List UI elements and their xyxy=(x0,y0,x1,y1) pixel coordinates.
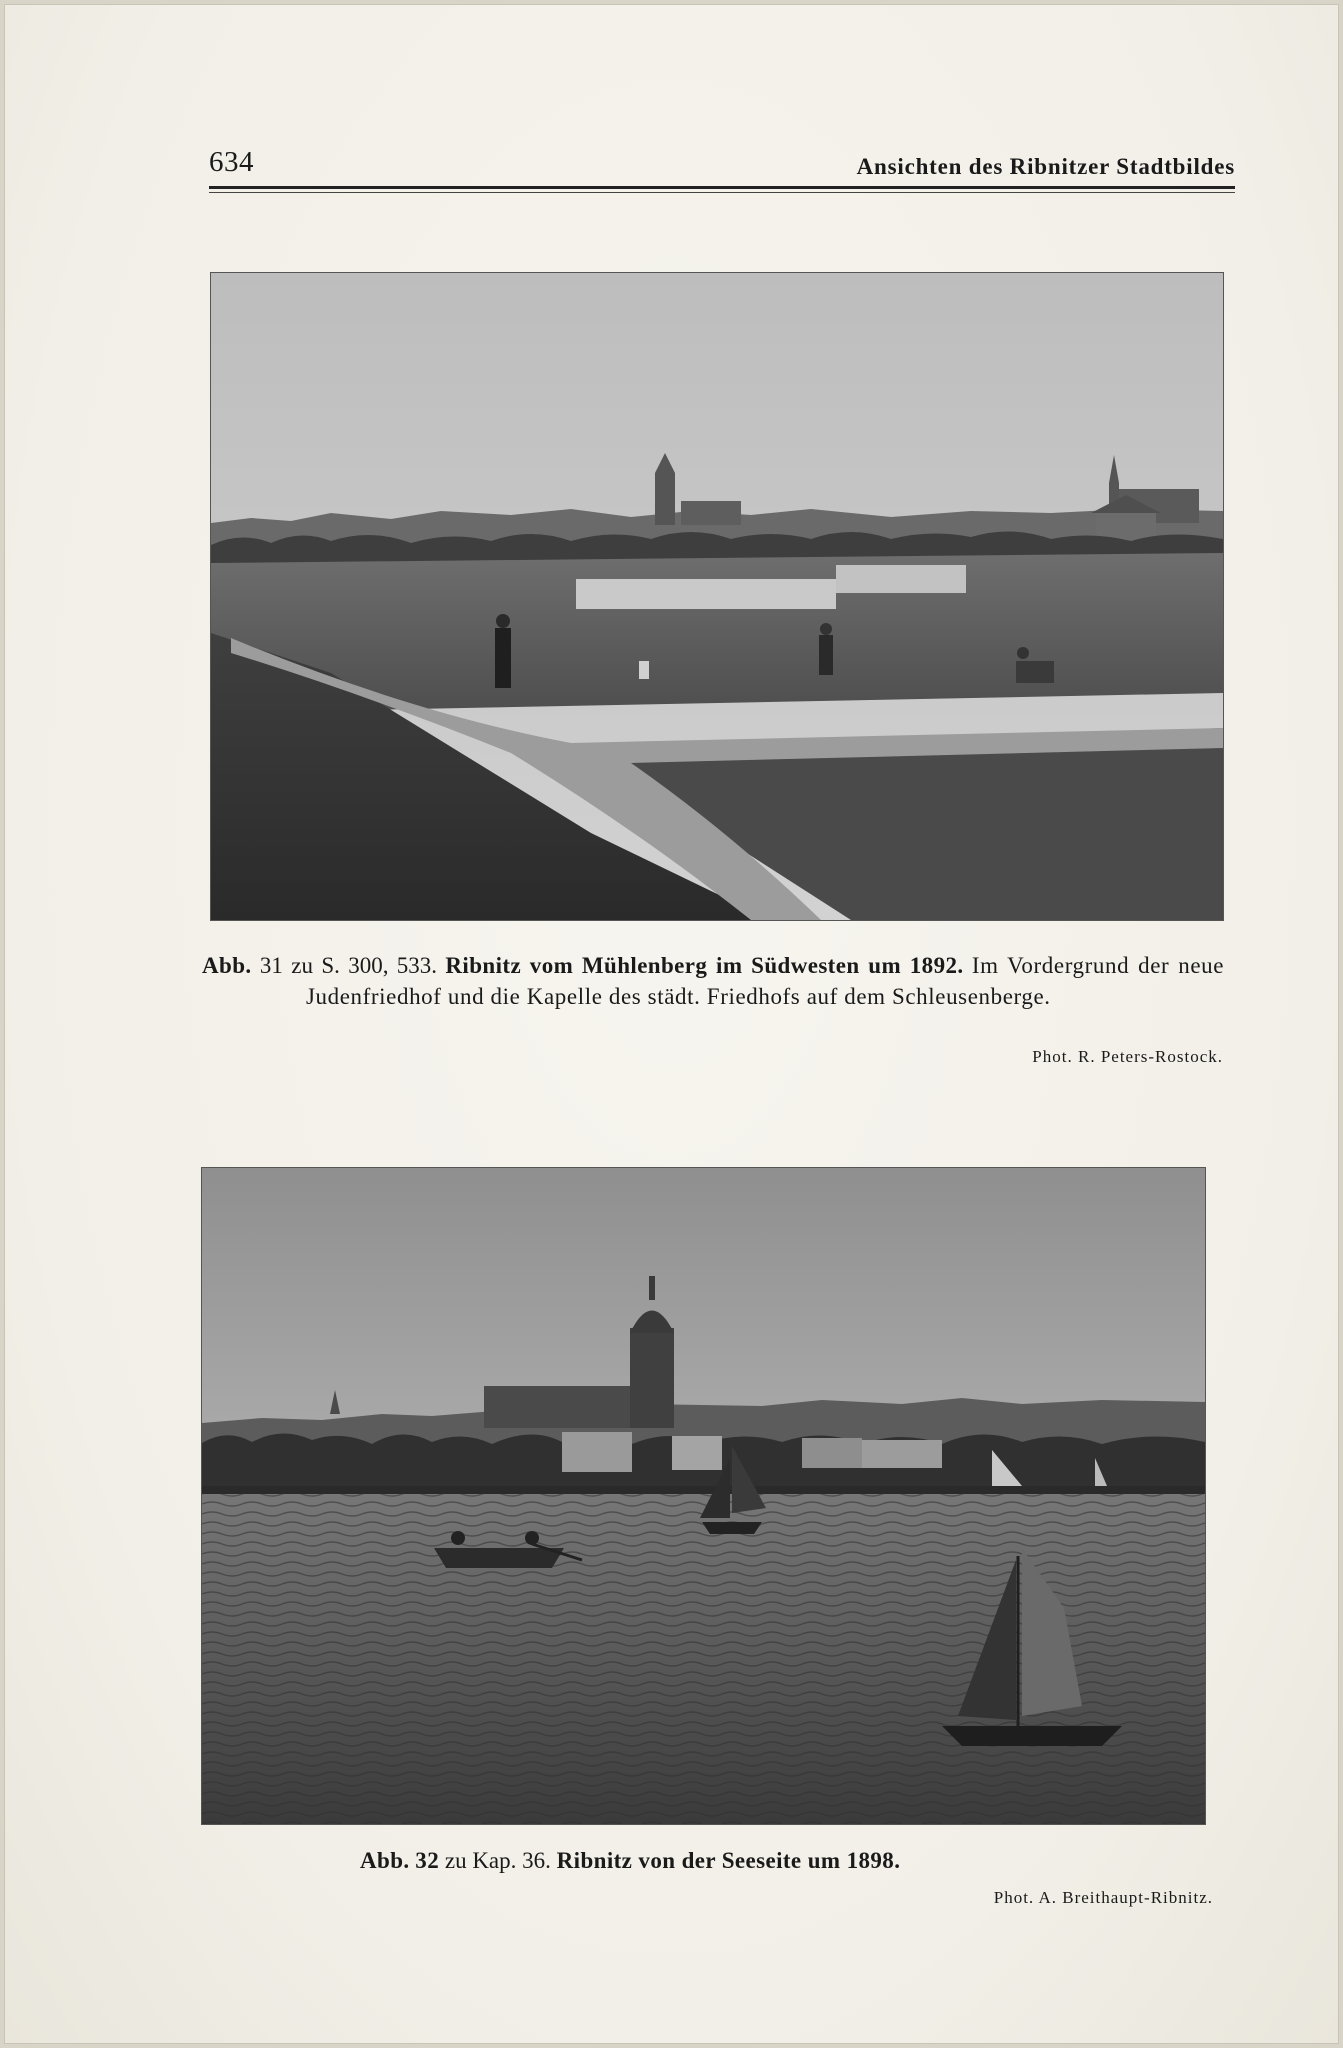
figure-32-caption xyxy=(360,1845,1120,1876)
photo-ribnitz-muehlenberg xyxy=(211,273,1223,920)
photo-lake-image xyxy=(202,1168,1205,1824)
figure-31-ref: zu S. 300, 533. xyxy=(291,953,438,978)
header-rule-thin xyxy=(209,192,1235,193)
header-rule xyxy=(209,186,1235,189)
figure-31-caption xyxy=(202,950,1224,1012)
figure-31-text: Im Vordergrund der neue Judenfriedhof und die Kapelle des städt. Friedhofs auf dem Schleusenberge. xyxy=(306,953,1225,1009)
photo-ribnitz-seeseite xyxy=(202,1168,1205,1824)
photo-landscape-image xyxy=(211,273,1223,920)
figure-32-title: Ribnitz von der Seeseite um 1898. xyxy=(556,1848,901,1873)
figure-32-ref: zu Kap. 36. xyxy=(444,1848,551,1873)
running-title: Ansichten des Ribnitzer Stadtbildes xyxy=(856,154,1235,179)
figure-31-title: Ribnitz vom Mühlenberg im Südwesten um 1892. xyxy=(445,953,964,978)
page-header xyxy=(209,146,1235,182)
figure-32-label: Abb. xyxy=(360,1848,410,1873)
figure-31-credit: Phot. R. Peters-Rostock. xyxy=(1032,1047,1223,1066)
page-number: 634 xyxy=(209,146,254,178)
figure-31-label: Abb. xyxy=(202,953,252,978)
figure-31-number: 31 xyxy=(259,953,283,978)
figure-32-credit: Phot. A. Breithaupt-Ribnitz. xyxy=(993,1888,1213,1907)
figure-32-number: 32 xyxy=(415,1848,440,1873)
